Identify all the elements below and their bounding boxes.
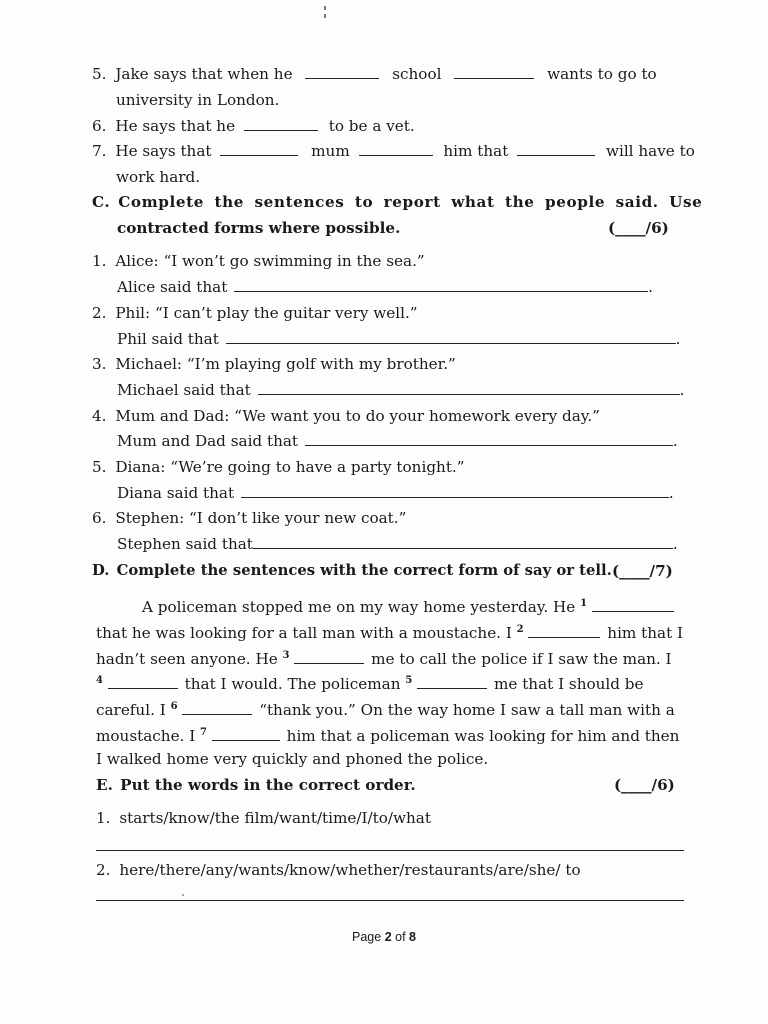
- c-item-1-answer: [117, 277, 677, 297]
- c2-quote: Phil: “I can’t play the guitar very well.”: [115, 304, 418, 322]
- d-line2-text-b: him that I: [607, 624, 684, 642]
- section-c-instruction-line1: Complete the sentences to report what the people said. Use: [118, 193, 703, 211]
- b5-blank-2[interactable]: [454, 64, 534, 79]
- d-gap-number-7: 7: [200, 727, 208, 738]
- b7-blank-1[interactable]: [220, 141, 298, 156]
- c-item-2-quote: [92, 303, 418, 323]
- d-blank-2[interactable]: [528, 623, 600, 638]
- b5-part2: school: [392, 65, 442, 83]
- scan-speck: [182, 894, 184, 896]
- b7-blank-2[interactable]: [359, 141, 433, 156]
- c4-prompt: Mum and Dad said that: [117, 432, 299, 450]
- b6-blank[interactable]: [244, 116, 318, 131]
- b5-part1: Jake says that when he: [115, 65, 293, 83]
- c1-quote: Alice: “I won’t go swimming in the sea.”: [115, 252, 425, 270]
- c6-period: .: [672, 535, 678, 553]
- c6-quote: Stephen: “I don’t like your new coat.”: [115, 509, 407, 527]
- section-e-instruction: Put the words in the correct order.: [120, 776, 416, 794]
- b6-num: 6.: [92, 117, 107, 135]
- section-e-score: (____/6): [614, 776, 675, 794]
- b6-part1: He says that he: [115, 117, 236, 135]
- c5-num: 5.: [92, 458, 107, 476]
- c3-period: .: [679, 381, 685, 399]
- d-gap-number-5: 5: [405, 675, 413, 686]
- d-gap-number-2: 2: [516, 624, 524, 635]
- e1-answer-line[interactable]: [96, 850, 684, 851]
- b7-num: 7.: [92, 142, 107, 160]
- e2-words: here/there/any/wants/know/whether/restaurants/are/she/ to: [119, 861, 581, 879]
- d-gap-number-6: 6: [170, 701, 178, 712]
- footer-total-pages: 8: [409, 930, 416, 944]
- d-para-line-7: I walked home very quickly and phoned the police.: [96, 750, 489, 768]
- b7-part4: will have to: [605, 142, 695, 160]
- footer-page-label: Page: [352, 930, 382, 944]
- d-para-line-3: [96, 646, 672, 669]
- b7-blank-3[interactable]: [517, 141, 595, 156]
- d-para-line-6: [96, 723, 679, 746]
- b-item-5: [92, 64, 657, 84]
- section-c-heading: [92, 192, 702, 212]
- c5-quote: Diana: “We’re going to have a party tonight.”: [115, 458, 465, 476]
- c2-num: 2.: [92, 304, 107, 322]
- c-item-4-quote: [92, 406, 600, 426]
- section-c-letter: C.: [92, 193, 111, 211]
- c5-prompt: Diana said that: [117, 484, 235, 502]
- c3-prompt: Michael said that: [117, 381, 251, 399]
- b-item-7: [92, 141, 695, 161]
- section-e-heading: [96, 775, 416, 795]
- c-item-1-quote: [92, 251, 425, 271]
- b7-part2: mum: [311, 142, 350, 160]
- c2-period: .: [675, 330, 681, 348]
- section-d-score: (____/7): [612, 562, 673, 580]
- footer-current-page: 2: [384, 930, 392, 944]
- d-gap-number-3: 3: [282, 650, 290, 661]
- section-c-instruction-line2: contracted forms where possible.: [117, 219, 401, 237]
- c3-quote: Michael: “I’m playing golf with my brother.”: [115, 355, 456, 373]
- d-para-line-2: [96, 620, 683, 643]
- d-blank-6[interactable]: [182, 700, 252, 715]
- page-number-footer: [0, 928, 768, 946]
- d-line3-text: hadn’t seen anyone. He: [96, 650, 278, 668]
- b7-part3: him that: [443, 142, 509, 160]
- c2-answer-line[interactable]: [226, 329, 676, 344]
- d-line6-text: moustache. I: [96, 727, 196, 745]
- d-blank-7[interactable]: [212, 726, 280, 741]
- d-blank-3[interactable]: [294, 649, 364, 664]
- e1-words: starts/know/the film/want/time/I/to/what: [119, 809, 431, 827]
- b7-continuation: work hard.: [116, 168, 201, 186]
- c1-answer-line[interactable]: [234, 277, 648, 292]
- section-e-letter: E.: [96, 776, 113, 794]
- c-item-6-quote: [92, 508, 406, 528]
- c4-quote: Mum and Dad: “We want you to do your homework every day.”: [115, 407, 600, 425]
- d-para-line-5: [96, 697, 675, 720]
- d-line6-text-b: him that a policeman was looking for him and then: [286, 727, 680, 745]
- e1-num: 1.: [96, 809, 111, 827]
- d-gap-number-1: 1: [580, 598, 588, 609]
- c-item-2-answer: [117, 329, 681, 349]
- c4-period: .: [672, 432, 678, 450]
- d-blank-1[interactable]: [592, 597, 674, 612]
- c-item-5-answer: [117, 483, 674, 503]
- c1-period: .: [648, 278, 653, 296]
- c-item-6-answer: [117, 534, 678, 554]
- d-line5-text-b: “thank you.” On the way home I saw a tall man with a: [259, 701, 675, 719]
- e2-num: 2.: [96, 861, 111, 879]
- c4-num: 4.: [92, 407, 107, 425]
- b7-part1: He says that: [115, 142, 212, 160]
- e2-answer-line[interactable]: [96, 900, 684, 901]
- b5-num: 5.: [92, 65, 107, 83]
- section-c-score: (____/6): [608, 219, 669, 237]
- c5-answer-line[interactable]: [241, 483, 669, 498]
- c6-prompt: Stephen said that: [117, 535, 253, 553]
- c-item-5-quote: [92, 457, 465, 477]
- b-item-6: [92, 116, 415, 136]
- c2-prompt: Phil said that: [117, 330, 219, 348]
- d-line3-text-b: me to call the police if I saw the man. I: [371, 650, 672, 668]
- b5-blank-1[interactable]: [305, 64, 379, 79]
- e-item-2: [96, 860, 581, 880]
- b5-part3: wants to go to: [547, 65, 657, 83]
- footer-of-label: of: [395, 930, 406, 944]
- d-line5-text: careful. I: [96, 701, 166, 719]
- section-d-instruction: Complete the sentences with the correct form of say or tell.: [116, 562, 612, 579]
- d-para-line-1: [142, 594, 674, 617]
- c4-answer-line[interactable]: [305, 431, 673, 446]
- c3-num: 3.: [92, 355, 107, 373]
- d-line1-text: A policeman stopped me on my way home yesterday. He: [142, 598, 576, 616]
- d-line4-text-b: me that I should be: [493, 675, 644, 693]
- e-item-1: [96, 808, 431, 828]
- d-line4-text: that I would. The policeman: [184, 675, 401, 693]
- scan-artifact: [324, 6, 326, 26]
- c3-answer-line[interactable]: [258, 380, 680, 395]
- b6-part2: to be a vet.: [328, 117, 415, 135]
- c5-period: .: [668, 484, 674, 502]
- d-line2-text: that he was looking for a tall man with a moustache. I: [96, 624, 512, 642]
- c6-answer-line[interactable]: [253, 534, 673, 549]
- d-blank-4[interactable]: [108, 674, 178, 689]
- section-d-heading: [92, 561, 612, 581]
- c-item-3-answer: [117, 380, 684, 400]
- d-gap-number-4: 4: [96, 675, 103, 686]
- d-blank-5[interactable]: [417, 674, 487, 689]
- d-para-line-4: [96, 671, 644, 694]
- c1-num: 1.: [92, 252, 107, 270]
- c1-prompt: Alice said that: [117, 278, 228, 296]
- section-d-letter: D.: [92, 562, 110, 579]
- c-item-4-answer: [117, 431, 678, 451]
- c-item-3-quote: [92, 354, 456, 374]
- c6-num: 6.: [92, 509, 107, 527]
- b5-continuation: university in London.: [116, 91, 280, 109]
